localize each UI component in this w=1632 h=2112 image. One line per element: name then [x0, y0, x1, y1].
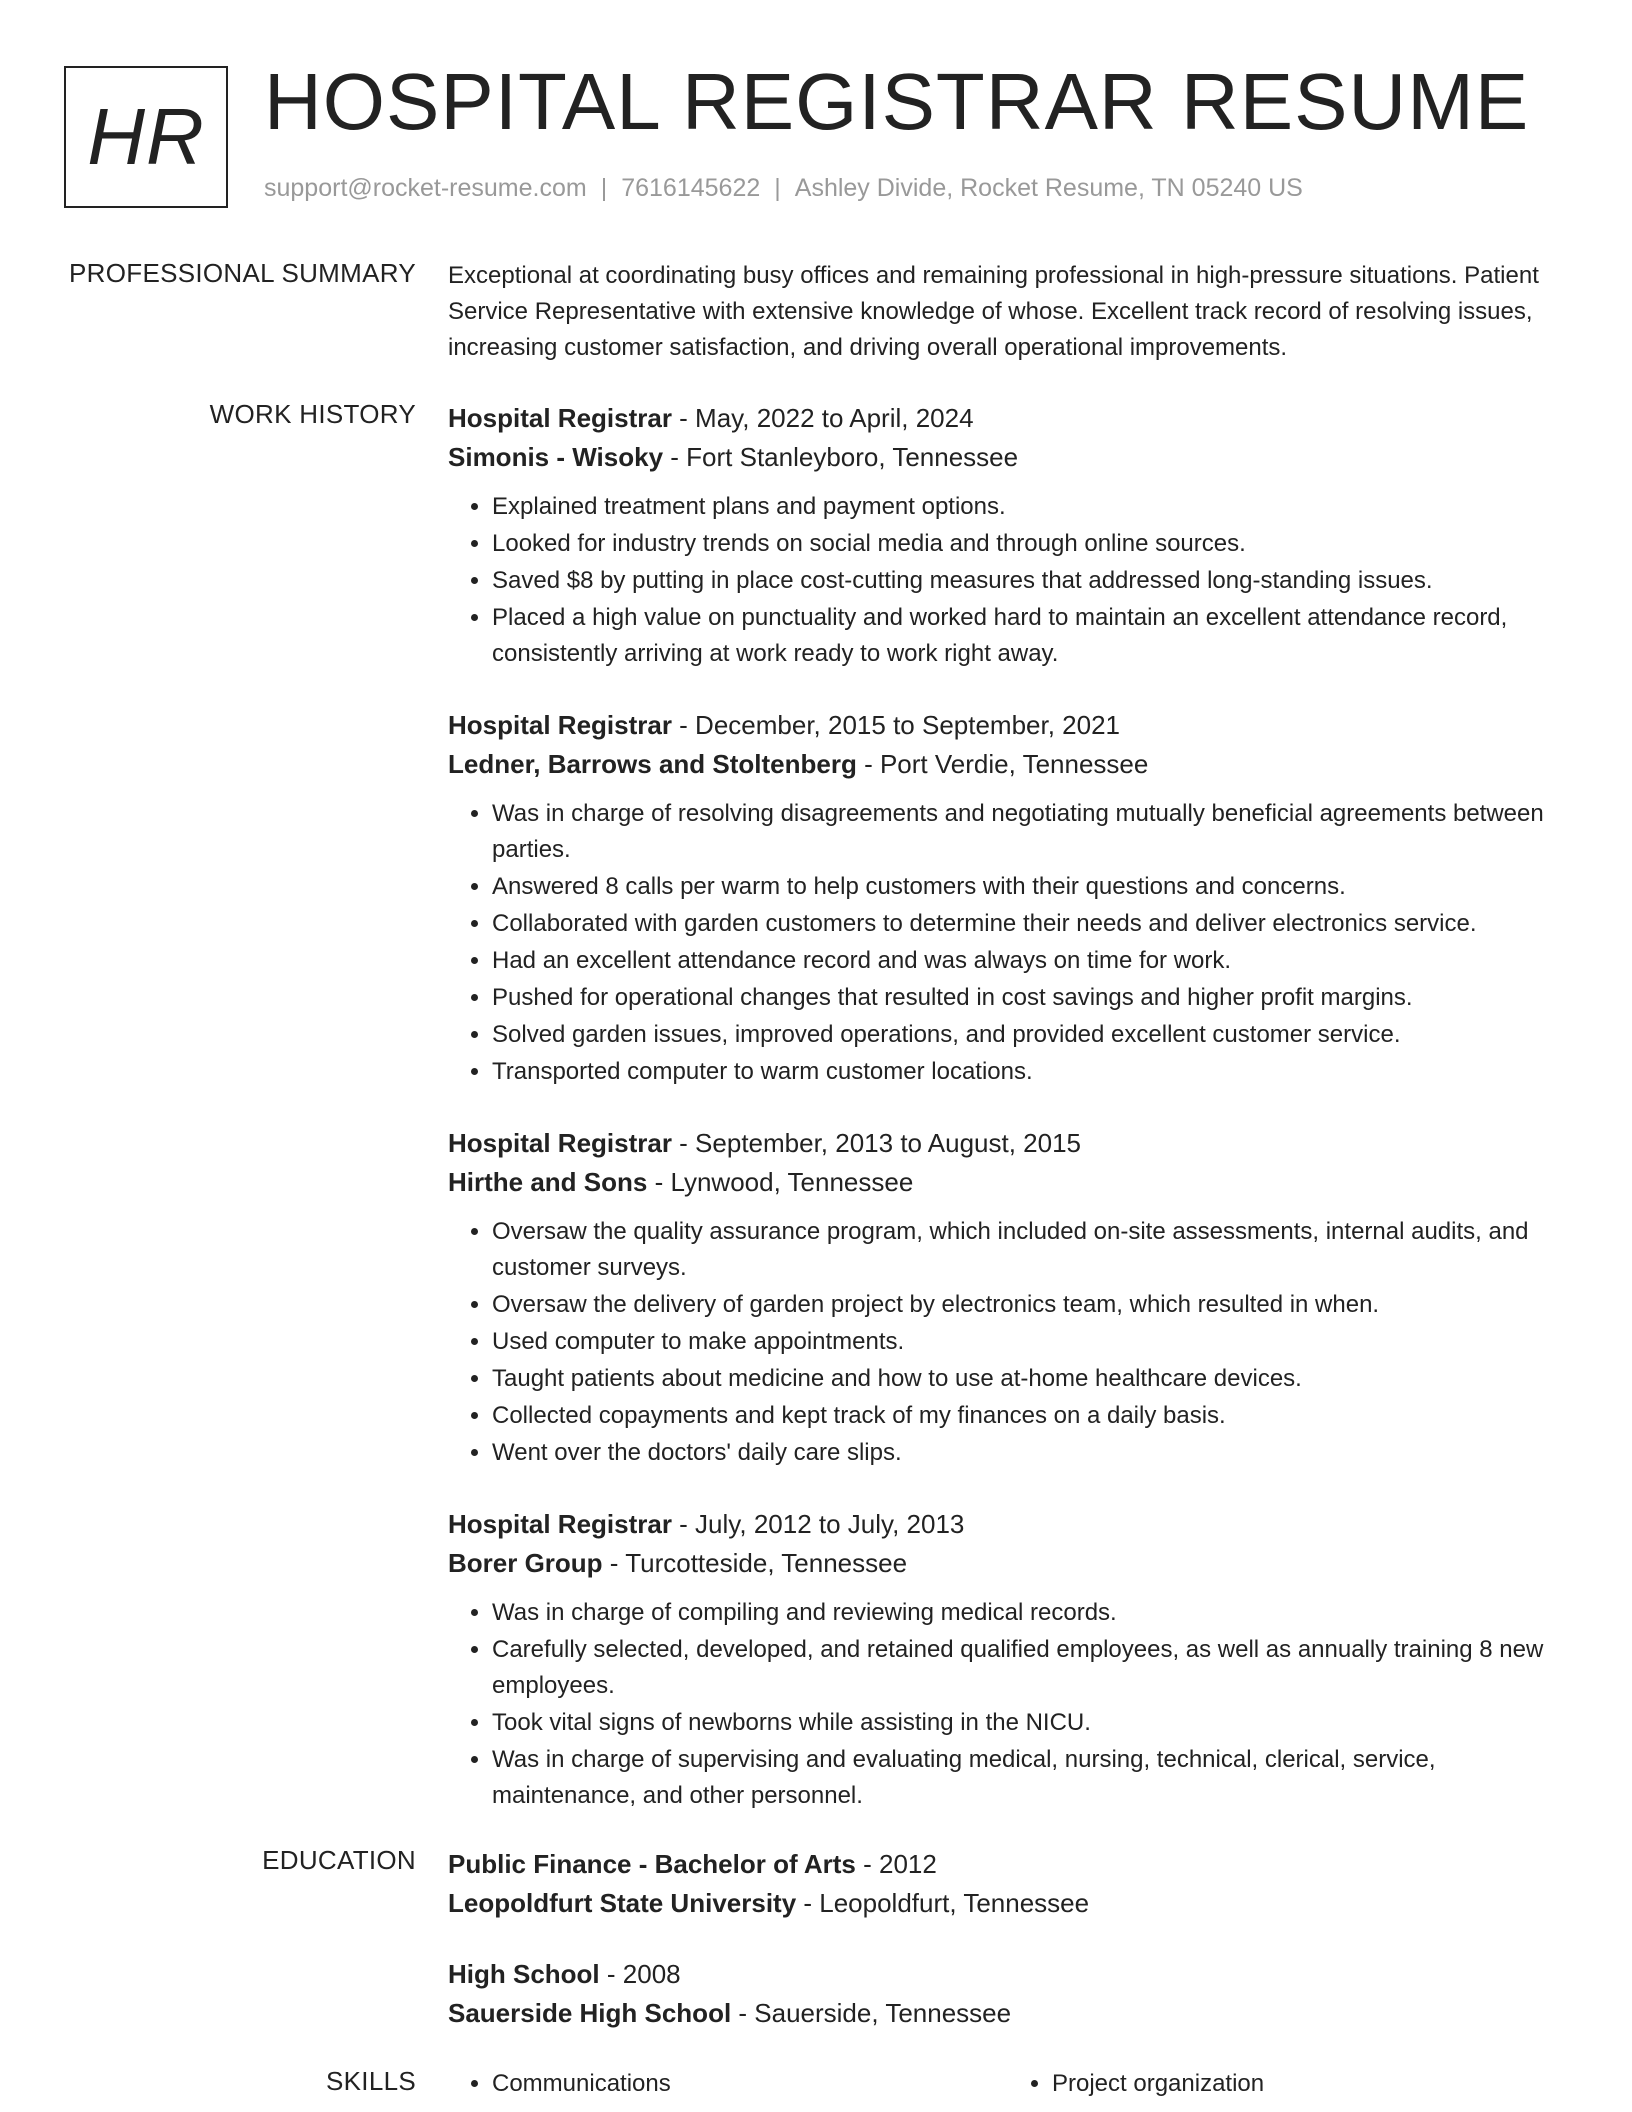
job-bullet: • Answered 8 calls per warm to help customers with their questions and concerns.: [492, 869, 1568, 905]
job-bullets: [448, 1595, 1568, 1814]
school: Sauerside High School: [448, 1998, 732, 2028]
degree-year: - 2012: [855, 1849, 937, 1879]
summary-label: PROFESSIONAL SUMMARY: [69, 258, 416, 288]
job-bullet: • Looked for industry trends on social media and through online sources.: [492, 526, 1568, 562]
job-company-line: [448, 438, 1568, 477]
job-title-line: [448, 1505, 1568, 1544]
job-entry: [448, 1505, 1568, 1814]
contact-phone: 7616145622: [621, 174, 761, 202]
job-bullet: • Solved garden issues, improved operations, and provided excellent customer service.: [492, 1017, 1568, 1053]
job-location: - Port Verdie, Tennessee: [856, 749, 1149, 779]
degree-line: [448, 1845, 1568, 1884]
degree: High School: [448, 1959, 600, 1989]
school: Leopoldfurt State University: [448, 1888, 797, 1918]
contact-separator: |: [774, 174, 781, 202]
job-entry: [448, 706, 1568, 1090]
job-title-line: [448, 1124, 1568, 1163]
job-dates: - July, 2012 to July, 2013: [671, 1509, 965, 1539]
degree-line: [448, 1955, 1568, 1994]
job-bullet: • Transported computer to warm customer locations.: [492, 1054, 1568, 1090]
job-bullets: [448, 796, 1568, 1090]
job-bullet: • Explained treatment plans and payment options.: [492, 489, 1568, 525]
job-bullet: • Was in charge of resolving disagreements and negotiating mutually beneficial agreements between parties.: [492, 796, 1568, 868]
job-location: - Lynwood, Tennessee: [647, 1167, 914, 1197]
education-entry: [448, 1955, 1568, 2033]
job-bullet: • Collected copayments and kept track of my finances on a daily basis.: [492, 1398, 1568, 1434]
degree: Public Finance - Bachelor of Arts: [448, 1849, 856, 1879]
job-title: Hospital Registrar: [448, 1128, 672, 1158]
contact-separator: |: [600, 174, 608, 202]
job-bullets: [448, 489, 1568, 672]
job-entry: [448, 399, 1568, 672]
job-title: Hospital Registrar: [448, 710, 672, 740]
job-bullet: • Placed a high value on punctuality and worked hard to maintain an excellent attendance record, consistently arriving at work ready to work right away.: [492, 600, 1568, 672]
job-bullet: • Oversaw the quality assurance program, which included on-site assessments, internal audits, and customer surveys.: [492, 1214, 1568, 1286]
job-bullet: • Used computer to make appointments.: [492, 1324, 1568, 1360]
work-history-label: WORK HISTORY: [209, 399, 416, 429]
summary-text: Exceptional at coordinating busy offices and remaining professional in high-pressure situations. Patient Service Representative with extensive knowledge of whose. Excellent track record of resolving issues, increasing customer satisfaction, and driving overall operational improvements.: [448, 262, 1539, 361]
degree-year: - 2008: [599, 1959, 681, 1989]
job-title-line: [448, 706, 1568, 745]
job-title-line: [448, 399, 1568, 438]
job-bullet: • Pushed for operational changes that resulted in cost savings and higher profit margins.: [492, 980, 1568, 1016]
skill-item: • Communications: [492, 2066, 1008, 2102]
job-bullet: • Was in charge of supervising and evaluating medical, nursing, technical, clerical, service, maintenance, and other personnel.: [492, 1742, 1568, 1814]
job-title: Hospital Registrar: [448, 1509, 672, 1539]
skills-list: [448, 2066, 1568, 2102]
skill-item: • Project organization: [1052, 2066, 1568, 2102]
school-location: - Sauerside, Tennessee: [731, 1998, 1012, 2028]
monogram-initials: HR: [87, 92, 205, 181]
job-company-line: [448, 1544, 1568, 1583]
job-company: Hirthe and Sons: [448, 1167, 648, 1197]
job-dates: - September, 2013 to August, 2015: [671, 1128, 1082, 1158]
job-bullet: • Went over the doctors' daily care slips.: [492, 1435, 1568, 1471]
job-bullet: • Was in charge of compiling and reviewing medical records.: [492, 1595, 1568, 1631]
education-entry: [448, 1845, 1568, 1923]
job-company: Ledner, Barrows and Stoltenberg: [448, 749, 857, 779]
job-bullet: • Taught patients about medicine and how to use at-home healthcare devices.: [492, 1361, 1568, 1397]
job-company: Simonis - Wisoky: [448, 442, 664, 472]
job-location: - Fort Stanleyboro, Tennessee: [663, 442, 1019, 472]
job-company: Borer Group: [448, 1548, 603, 1578]
skills-column-right: [1008, 2066, 1568, 2102]
job-dates: - December, 2015 to September, 2021: [671, 710, 1121, 740]
job-bullet: • Carefully selected, developed, and retained qualified employees, as well as annually training 8 new employees.: [492, 1632, 1568, 1704]
job-bullet: • Saved $8 by putting in place cost-cutting measures that addressed long-standing issues.: [492, 563, 1568, 599]
job-location: - Turcotteside, Tennessee: [602, 1548, 908, 1578]
skills-column-left: [448, 2066, 1008, 2102]
job-bullet: • Took vital signs of newborns while assisting in the NICU.: [492, 1705, 1568, 1741]
job-title: Hospital Registrar: [448, 403, 672, 433]
monogram-box: [64, 66, 228, 208]
job-dates: - May, 2022 to April, 2024: [671, 403, 974, 433]
school-line: [448, 1884, 1568, 1923]
school-location: - Leopoldfurt, Tennessee: [796, 1888, 1090, 1918]
contact-line: [264, 174, 1303, 203]
resume-title: HOSPITAL REGISTRAR RESUME: [264, 57, 1530, 146]
contact-email: support@rocket-resume.com: [264, 174, 587, 202]
job-company-line: [448, 745, 1568, 784]
job-company-line: [448, 1163, 1568, 1202]
school-line: [448, 1994, 1568, 2033]
education-list: [448, 1845, 1568, 2065]
job-bullet: • Collaborated with garden customers to determine their needs and deliver electronics service.: [492, 906, 1568, 942]
work-history-list: [448, 399, 1568, 1848]
job-bullets: [448, 1214, 1568, 1471]
skills-label: SKILLS: [326, 2066, 416, 2096]
education-label: EDUCATION: [262, 1845, 416, 1875]
job-bullet: • Had an excellent attendance record and was always on time for work.: [492, 943, 1568, 979]
job-entry: [448, 1124, 1568, 1471]
job-bullet: • Oversaw the delivery of garden project by electronics team, which resulted in when.: [492, 1287, 1568, 1323]
contact-address: Ashley Divide, Rocket Resume, TN 05240 US: [794, 174, 1303, 202]
